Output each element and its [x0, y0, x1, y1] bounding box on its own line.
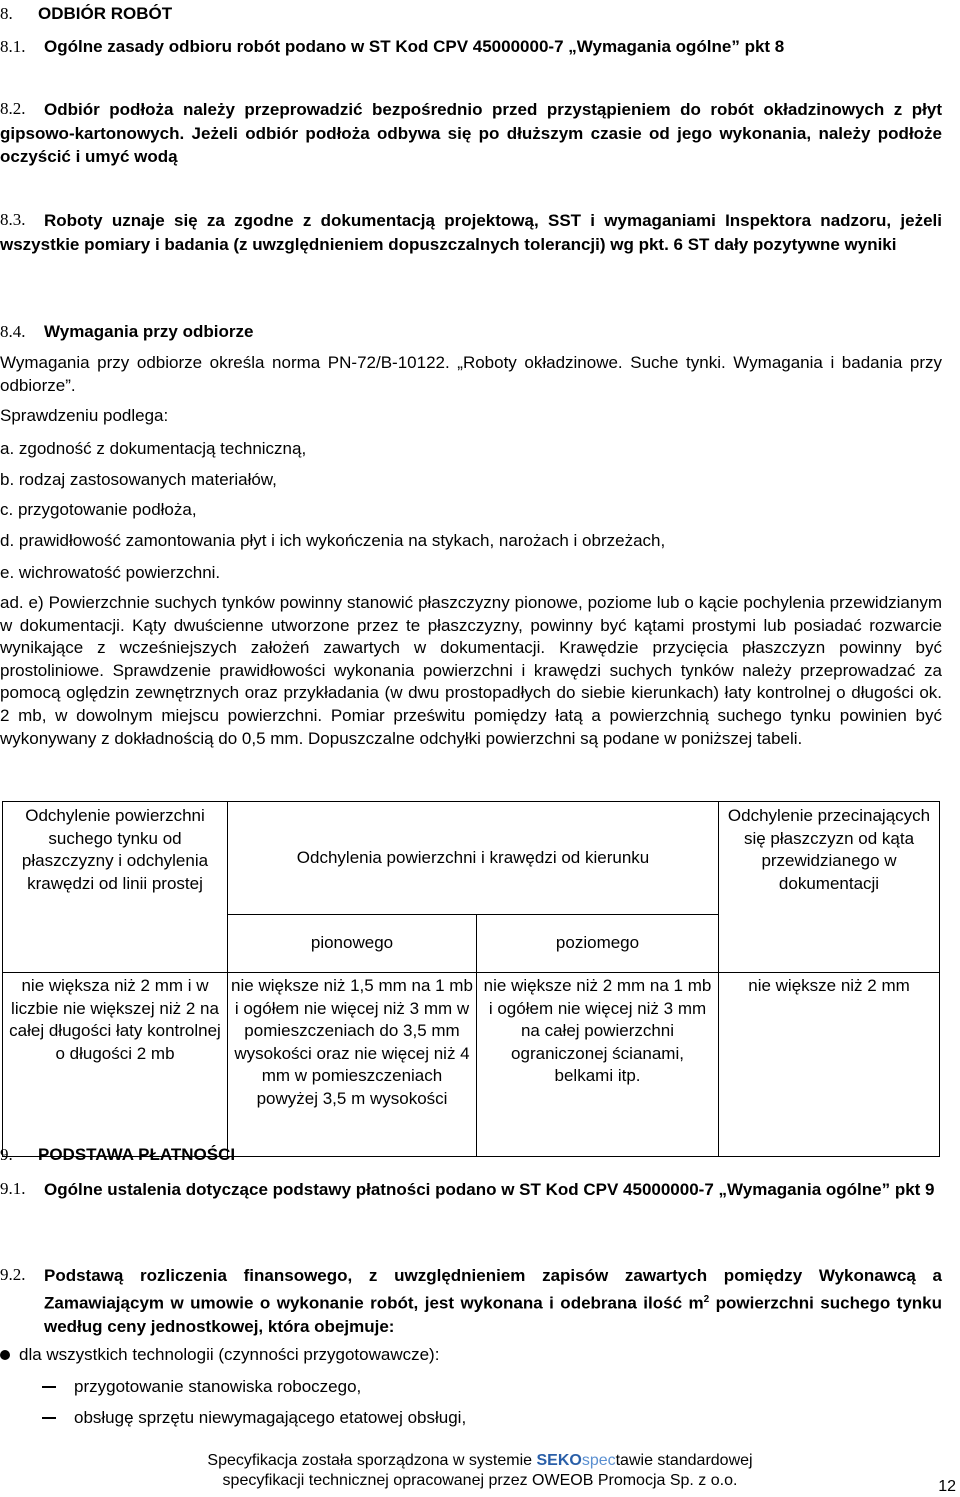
- section-text: Podstawą rozliczenia finansowego, z uwzględnieniem zapisów zawartych pomiędzy Wykonawcą a Zamawiającym w umowie o wykonanie robót, jest wykonana i odebrana ilość m: [44, 1266, 942, 1313]
- section-9-2-number: [0, 1264, 26, 1286]
- cell-horizontal: nie większe niż 2 mm na 1 mb i ogółem nie więcej niż 3 mm na całej powierzchni ograniczonej ścianami, belkami itp.: [477, 973, 719, 1157]
- header-angle-deviation: Odchylenie przecinających się płaszczyzn od kąta przewidzianego w dokumentacji: [719, 802, 940, 973]
- section-9-heading: [0, 1144, 236, 1166]
- header-direction-group: Odchylenia powierzchni i krawędzi od kierunku: [228, 802, 719, 915]
- check-item-a: a. zgodność z dokumentacją techniczną,: [0, 439, 307, 458]
- header-vertical: pionowego: [228, 915, 477, 973]
- section-number: 9.1.: [0, 1179, 26, 1198]
- check-item-e: e. wichrowatość powierzchni.: [0, 563, 221, 582]
- dash-icon: [42, 1417, 56, 1419]
- spec-logo: spec: [581, 1452, 616, 1469]
- cell-vertical: nie większe niż 1,5 mm na 1 mb i ogółem nie więcej niż 3 mm w pomieszczeniach do 3,5 mm wysokości oraz nie więcej niż 4 mm w pomieszczeniach powyżej 3,5 m wysokości: [228, 973, 477, 1157]
- check-item-c: c. przygotowanie podłoża,: [0, 500, 197, 519]
- section-number: 9.: [0, 1145, 13, 1164]
- check-item-d: d. prawidłowość zamontowania płyt i ich wykończenia na stykach, narożach i obrzeżach,: [0, 531, 666, 550]
- section-8-heading: [0, 3, 173, 25]
- header-horizontal: poziomego: [477, 915, 719, 973]
- cell-surface-deviation: nie większa niż 2 mm i w liczbie nie większej niż 2 na całej długości łaty kontrolnej o długości 2 mb: [3, 973, 228, 1157]
- dash-item-2: obsługę sprzętu niewymagającego etatowej obsługi,: [74, 1408, 467, 1427]
- section-number: 8.2.: [0, 99, 26, 118]
- footer-text-end: tawie standardowej: [615, 1452, 753, 1469]
- section-text-end: powierzchni suchego tynku według ceny jednostkowej, która obejmuje:: [44, 1293, 942, 1336]
- bullet-text: dla wszystkich technologii (czynności przygotowawcze):: [19, 1345, 440, 1364]
- section-title: ODBIÓR ROBÓT: [38, 4, 173, 23]
- section-title: PODSTAWA PŁATNOŚCI: [38, 1145, 236, 1164]
- section-8-1: [0, 36, 785, 58]
- section-8-3-text: Roboty uznaje się za zgodne z dokumentacją projektową, SST i wymaganiami Inspektora nadzoru, jeżeli wszystkie pomiary i badania (z uwzględnieniem dopuszczalnych tolerancji) wg pkt. 6 ST dały pozytywne wyniki: [0, 211, 942, 254]
- footer-text: Specyfikacja została sporządzona w systemie: [207, 1452, 537, 1469]
- dash-icon: [42, 1386, 56, 1388]
- cell-angle-deviation: nie większe niż 2 mm: [719, 973, 940, 1157]
- section-number: 9.2.: [0, 1265, 26, 1284]
- section-8-4-heading: [0, 321, 254, 343]
- check-item-b: b. rodzaj zastosowanych materiałów,: [0, 470, 277, 489]
- flatness-paragraph: ad. e) Powierzchnie suchych tynków powinny stanowić płaszczyzny pionowe, poziome lub o kącie pochylenia przewidzianym w dokumentacji. Kąty dwuścienne utworzone przez te płaszczyzny, powinny być kątami prostymi lub posiadać rozwarcie wynikające z wcześniejszych założeń zawartych w dokumentacji. Krawędzie przycięcia płaszczyzn powinny być prostoliniowe. Sprawdzenie prawidłowości wykonania powierzchni i krawędzi suchych tynków należy przeprowadzać za pomocą oględzin zewnętrznych oraz przykładania (w dwu prostopadłych do siebie kierunkach) łaty kontrolnej o długości ok. 2 mb, w dowolnym miejscu powierzchni. Pomiar prześwitu pomiędzy łatą a powierzchnią suchego tynku powinien być wykonywany z dokładnością do 0,5 mm. Dopuszczalne odchyłki powierzchni są podane w poniższej tabeli.: [0, 593, 942, 748]
- section-9-2-text: [44, 1264, 942, 1338]
- section-title: Wymagania przy odbiorze: [44, 322, 254, 341]
- section-number: 8.: [0, 4, 13, 23]
- section-number: 8.4.: [0, 322, 26, 341]
- dash-item-1: przygotowanie stanowiska roboczego,: [74, 1377, 362, 1396]
- footer-line-2: specyfikacji technicznej opracowanej przez OWEOB Promocja Sp. z o.o.: [222, 1472, 738, 1489]
- footer-line-1: [0, 1451, 960, 1471]
- seko-logo: SEKO: [536, 1452, 582, 1469]
- tolerance-table: [2, 801, 940, 1157]
- requirements-intro: Wymagania przy odbiorze określa norma PN-72/B-10122. „Roboty okładzinowe. Suche tynki. Wymagania i badania przy odbiorze”.: [0, 353, 942, 395]
- section-8-2-text: Odbiór podłoża należy przeprowadzić bezpośrednio przed przystąpieniem do robót okładzinowych z płyt gipsowo-kartonowych. Jeżeli odbiór podłoża odbywa się po dłuższym czasie od jego wykonania, należy podłoże oczyścić i umyć wodą: [0, 100, 942, 166]
- bullet-icon: [0, 1350, 10, 1360]
- section-number: 8.1.: [0, 37, 26, 56]
- section-9-1-number: [0, 1178, 26, 1200]
- header-surface-deviation: Odchylenie powierzchni suchego tynku od płaszczyzny i odchylenia krawędzi od linii prostej: [3, 802, 228, 973]
- section-number: 8.3.: [0, 210, 26, 229]
- check-lead: Sprawdzeniu podlega:: [0, 406, 169, 425]
- section-text: Ogólne zasady odbioru robót podano w ST Kod CPV 45000000-7 „Wymagania ogólne” pkt 8: [44, 37, 785, 56]
- section-9-1-text: Ogólne ustalenia dotyczące podstawy płatności podano w ST Kod CPV 45000000-7 „Wymagania ogólne” pkt 9: [44, 1180, 935, 1199]
- superscript: 2: [703, 1293, 710, 1305]
- page-number: 12: [938, 1478, 956, 1495]
